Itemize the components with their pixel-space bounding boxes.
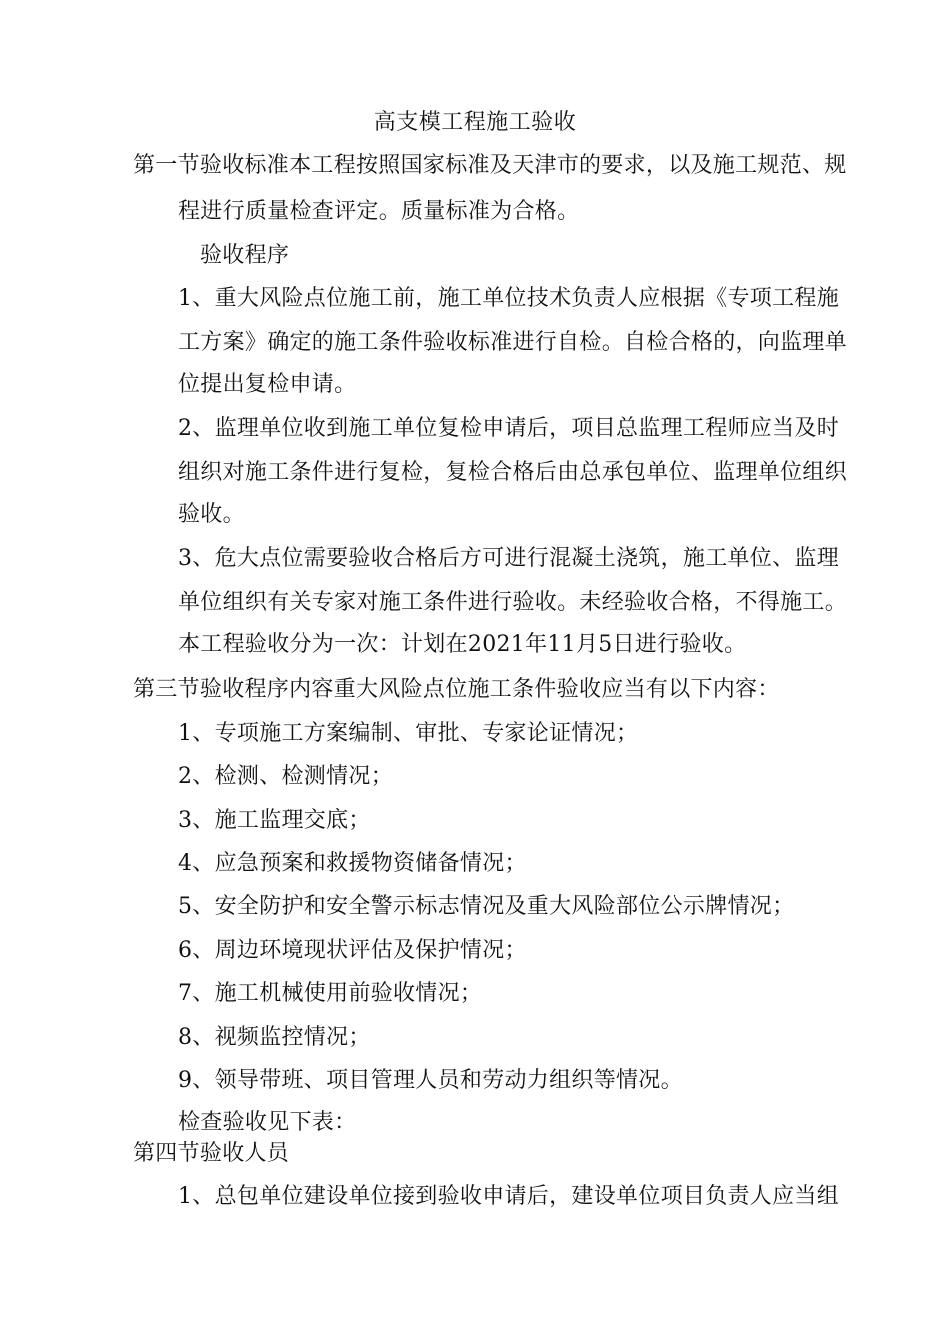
list-item: 2、检测、检测情况； (178, 764, 393, 789)
paragraph-line: 检查验收见下表： (178, 1110, 357, 1135)
section-heading: 第四节验收人员 (133, 1141, 290, 1166)
section-heading: 验收程序 (200, 243, 290, 268)
paragraph-line: 验收。 (178, 502, 245, 527)
paragraph-line: 2、监理单位收到施工单位复检申请后，项目总监理工程师应当及时 (178, 416, 839, 441)
paragraph-line: 第一节验收标准本工程按照国家标准及天津市的要求，以及施工规范、规 (133, 153, 847, 178)
paragraph-line: 工方案》确定的施工条件验收标准进行自检。自检合格的，向监理单 (178, 330, 848, 355)
paragraph-line: 1、总包单位建设单位接到验收申请后，建设单位项目负责人应当组 (178, 1184, 839, 1209)
list-item: 1、专项施工方案编制、审批、专家论证情况； (178, 721, 639, 746)
paragraph-line: 单位组织有关专家对施工条件进行验收。未经验收合格，不得施工。 (178, 590, 848, 615)
paragraph-line: 位提出复检申请。 (178, 372, 357, 397)
list-item: 9、领导带班、项目管理人员和劳动力组织等情况。 (178, 1068, 683, 1093)
document-title: 高支模工程施工验收 (373, 110, 577, 135)
section-heading: 第三节验收程序内容重大风险点位施工条件验收应当有以下内容： (133, 677, 780, 702)
paragraph-line: 本工程验收分为一次：计划在2021年11月5日进行验收。 (178, 632, 747, 657)
list-item: 4、应急预案和救援物资储备情况； (178, 851, 527, 876)
paragraph-line: 组织对施工条件进行复检，复检合格后由总承包单位、监理单位组织 (178, 460, 848, 485)
list-item: 5、安全防护和安全警示标志情况及重大风险部位公示牌情况； (178, 894, 795, 919)
paragraph-line: 1、重大风险点位施工前，施工单位技术负责人应根据《专项工程施 (178, 286, 839, 311)
list-item: 7、施工机械使用前验收情况； (178, 981, 483, 1006)
paragraph-line: 3、危大点位需要验收合格后方可进行混凝土浇筑，施工单位、监理 (178, 546, 839, 571)
list-item: 3、施工监理交底； (178, 808, 371, 833)
list-item: 6、周边环境现状评估及保护情况； (178, 938, 527, 963)
paragraph-line: 程进行质量检查评定。质量标准为合格。 (178, 199, 580, 224)
list-item: 8、视频监控情况； (178, 1025, 371, 1050)
